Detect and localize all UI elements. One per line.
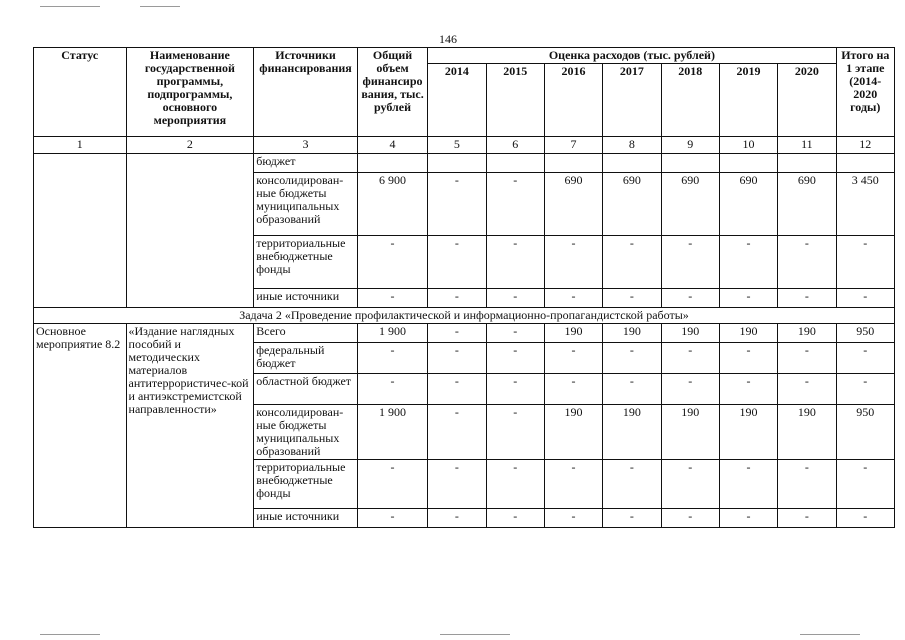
header-year: 2015 xyxy=(486,64,544,137)
block1-body xyxy=(34,154,895,308)
source-cell: территориальные внебюджетные фонды xyxy=(254,236,358,289)
scan-artifact xyxy=(800,634,860,635)
header-year: 2020 xyxy=(778,64,836,137)
value-cell: - xyxy=(661,509,719,528)
value-cell: 1 900 xyxy=(357,324,427,343)
column-number: 7 xyxy=(544,137,602,154)
value-cell: - xyxy=(486,343,544,374)
value-cell: 690 xyxy=(719,173,777,236)
value-cell: - xyxy=(778,343,836,374)
value-cell: - xyxy=(486,460,544,509)
value-cell: - xyxy=(836,343,894,374)
value-cell: 190 xyxy=(719,324,777,343)
value-cell: - xyxy=(836,374,894,405)
value-cell: 950 xyxy=(836,405,894,460)
value-cell: - xyxy=(719,236,777,289)
column-number: 11 xyxy=(778,137,836,154)
value-cell: - xyxy=(357,509,427,528)
value-cell xyxy=(719,154,777,173)
value-cell: - xyxy=(544,460,602,509)
block2-body xyxy=(34,324,895,528)
value-cell: - xyxy=(661,289,719,308)
source-cell: консолидирован-ные бюджеты муниципальных образований xyxy=(254,405,358,460)
column-number: 4 xyxy=(357,137,427,154)
value-cell: - xyxy=(357,374,427,405)
value-cell: - xyxy=(428,374,486,405)
column-number: 3 xyxy=(254,137,358,154)
source-cell: федеральный бюджет xyxy=(254,343,358,374)
value-cell: 190 xyxy=(661,405,719,460)
source-cell: консолидирован-ные бюджеты муниципальных образований xyxy=(254,173,358,236)
column-numbers-row xyxy=(34,137,895,154)
value-cell: - xyxy=(544,236,602,289)
value-cell: - xyxy=(836,289,894,308)
status-cell xyxy=(34,154,127,308)
value-cell xyxy=(544,154,602,173)
header-total-volume: Общий объем финансиро вания, тыс. рублей xyxy=(357,48,427,137)
source-cell: иные источники xyxy=(254,289,358,308)
value-cell xyxy=(778,154,836,173)
value-cell: - xyxy=(603,289,661,308)
value-cell: 190 xyxy=(719,405,777,460)
column-number: 12 xyxy=(836,137,894,154)
source-cell: территориальные внебюджетные фонды xyxy=(254,460,358,509)
value-cell: - xyxy=(661,374,719,405)
value-cell xyxy=(603,154,661,173)
table-row xyxy=(34,324,895,343)
task-row xyxy=(34,308,895,324)
value-cell: 6 900 xyxy=(357,173,427,236)
value-cell: 190 xyxy=(778,405,836,460)
value-cell: - xyxy=(719,343,777,374)
value-cell: - xyxy=(428,460,486,509)
header-sources: Источники финансирования xyxy=(254,48,358,137)
header-year: 2016 xyxy=(544,64,602,137)
header-stage-total: Итого на 1 этапе (2014-2020 годы) xyxy=(836,48,894,137)
value-cell: 190 xyxy=(544,405,602,460)
header-estimate: Оценка расходов (тыс. рублей) xyxy=(428,48,836,64)
value-cell: 190 xyxy=(603,405,661,460)
value-cell: - xyxy=(836,460,894,509)
value-cell: - xyxy=(778,289,836,308)
header-year: 2019 xyxy=(719,64,777,137)
value-cell: - xyxy=(778,236,836,289)
value-cell: - xyxy=(719,460,777,509)
value-cell: 1 900 xyxy=(357,405,427,460)
value-cell: 950 xyxy=(836,324,894,343)
value-cell: - xyxy=(486,236,544,289)
value-cell: - xyxy=(603,460,661,509)
header-year: 2018 xyxy=(661,64,719,137)
value-cell: 190 xyxy=(603,324,661,343)
column-number: 6 xyxy=(486,137,544,154)
value-cell: - xyxy=(428,343,486,374)
value-cell: 190 xyxy=(778,324,836,343)
value-cell xyxy=(357,154,427,173)
header-status: Статус xyxy=(34,48,127,137)
column-number: 2 xyxy=(126,137,254,154)
value-cell: - xyxy=(544,343,602,374)
value-cell: - xyxy=(544,374,602,405)
scan-artifact xyxy=(140,6,180,7)
value-cell: 190 xyxy=(661,324,719,343)
value-cell xyxy=(661,154,719,173)
column-number: 8 xyxy=(603,137,661,154)
value-cell: - xyxy=(428,509,486,528)
value-cell: - xyxy=(603,509,661,528)
value-cell: - xyxy=(428,405,486,460)
column-number: 10 xyxy=(719,137,777,154)
scan-artifact xyxy=(440,634,510,635)
value-cell: - xyxy=(357,343,427,374)
value-cell: - xyxy=(357,236,427,289)
value-cell: 690 xyxy=(661,173,719,236)
value-cell: - xyxy=(661,236,719,289)
value-cell: - xyxy=(778,374,836,405)
value-cell: - xyxy=(486,173,544,236)
table-row xyxy=(34,154,895,173)
value-cell xyxy=(836,154,894,173)
task-title: Задача 2 «Проведение профилактической и информационно-пропагандистской работы» xyxy=(34,308,895,324)
value-cell: - xyxy=(603,343,661,374)
header-year: 2017 xyxy=(603,64,661,137)
value-cell: - xyxy=(486,405,544,460)
value-cell: - xyxy=(357,289,427,308)
value-cell: 690 xyxy=(544,173,602,236)
value-cell: - xyxy=(661,460,719,509)
header-year: 2014 xyxy=(428,64,486,137)
header-row xyxy=(34,48,895,64)
budget-table xyxy=(33,47,895,528)
value-cell: - xyxy=(486,374,544,405)
value-cell: - xyxy=(719,289,777,308)
value-cell: - xyxy=(428,236,486,289)
name-cell xyxy=(126,154,254,308)
value-cell xyxy=(486,154,544,173)
header-name: Наименование государственной программы, подпрограммы, основного мероприятия xyxy=(126,48,254,137)
source-cell: иные источники xyxy=(254,509,358,528)
source-cell: Всего xyxy=(254,324,358,343)
value-cell: - xyxy=(544,509,602,528)
value-cell: 690 xyxy=(778,173,836,236)
event-name: «Издание наглядных пособий и методических материалов антитеррористичес-кой и антиэкстремистской направленности» xyxy=(126,324,254,528)
page-number: 146 xyxy=(439,32,457,46)
value-cell: - xyxy=(428,324,486,343)
scan-artifact xyxy=(40,634,100,635)
column-number: 1 xyxy=(34,137,127,154)
value-cell: - xyxy=(357,460,427,509)
value-cell: - xyxy=(486,289,544,308)
value-cell: - xyxy=(719,374,777,405)
value-cell: - xyxy=(778,509,836,528)
column-number: 5 xyxy=(428,137,486,154)
value-cell: - xyxy=(544,289,602,308)
value-cell: 190 xyxy=(544,324,602,343)
value-cell: - xyxy=(778,460,836,509)
value-cell: - xyxy=(603,374,661,405)
source-cell: областной бюджет xyxy=(254,374,358,405)
source-cell: бюджет xyxy=(254,154,358,173)
event-status: Основное мероприятие 8.2 xyxy=(34,324,127,528)
column-number: 9 xyxy=(661,137,719,154)
scan-artifact xyxy=(40,6,100,7)
value-cell: - xyxy=(836,509,894,528)
value-cell: 3 450 xyxy=(836,173,894,236)
value-cell: - xyxy=(428,289,486,308)
value-cell: - xyxy=(428,173,486,236)
value-cell: - xyxy=(603,236,661,289)
value-cell: - xyxy=(836,236,894,289)
value-cell: - xyxy=(661,343,719,374)
value-cell xyxy=(428,154,486,173)
value-cell: - xyxy=(719,509,777,528)
value-cell: - xyxy=(486,509,544,528)
value-cell: - xyxy=(486,324,544,343)
value-cell: 690 xyxy=(603,173,661,236)
